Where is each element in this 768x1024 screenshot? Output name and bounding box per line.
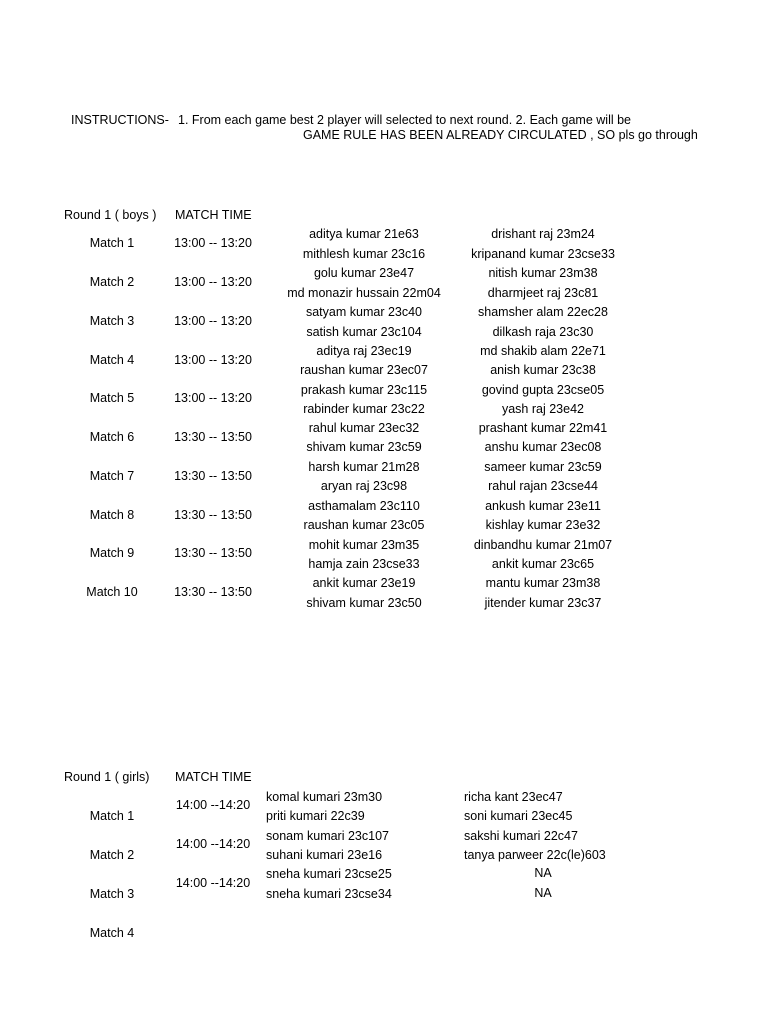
player-cell: drishant raj 23m24: [491, 227, 595, 241]
player-cell: jitender kumar 23c37: [484, 596, 602, 610]
player-cell: nitish kumar 23m38: [488, 266, 598, 280]
player-cell: rahul rajan 23cse44: [488, 479, 598, 493]
match-label: Match 2: [89, 275, 135, 289]
player-cell: prakash kumar 23c115: [300, 383, 428, 397]
player-cell: satyam kumar 23c40: [305, 305, 423, 319]
player-cell: dharmjeet raj 23c81: [487, 286, 599, 300]
player-cell: prashant kumar 22m41: [478, 421, 608, 435]
girls-round-header: Round 1 ( girls): [64, 770, 150, 784]
player-cell: raushan kumar 23c05: [303, 518, 425, 532]
player-cell: mohit kumar 23m35: [308, 538, 420, 552]
player-cell: richa kant 23ec47: [464, 790, 563, 804]
match-label: Match 8: [89, 508, 135, 522]
player-cell: kripanand kumar 23cse33: [471, 247, 615, 261]
player-cell: mithlesh kumar 23c16: [302, 247, 426, 261]
match-time: 13:00 -- 13:20: [174, 353, 252, 367]
match-label: Match 5: [89, 391, 135, 405]
player-cell: govind gupta 23cse05: [481, 383, 605, 397]
player-cell: md shakib alam 22e71: [480, 344, 606, 358]
girls-match-time-header: MATCH TIME: [175, 770, 252, 784]
instructions-line-1: 1. From each game best 2 player will selected to next round. 2. Each game will be: [178, 113, 632, 127]
player-cell: rabinder kumar 23c22: [303, 402, 425, 416]
player-cell: mantu kumar 23m38: [485, 576, 601, 590]
player-cell: suhani kumari 23e16: [266, 848, 383, 862]
player-cell: ankit kumar 23c65: [491, 557, 595, 571]
player-cell: sakshi kumari 22c47: [464, 829, 578, 843]
match-label: Match 2: [89, 848, 135, 862]
instructions-line-2: GAME RULE HAS BEEN ALREADY CIRCULATED , SO pls go through: [303, 128, 698, 142]
player-cell: soni kumari 23ec45: [464, 809, 573, 823]
player-cell: aditya raj 23ec19: [316, 344, 412, 358]
match-label: Match 3: [89, 314, 135, 328]
player-cell: raushan kumar 23ec07: [300, 363, 428, 377]
player-cell: ankit kumar 23e19: [312, 576, 416, 590]
match-label: Match 10: [86, 585, 138, 599]
player-cell: sameer kumar 23c59: [484, 460, 602, 474]
player-cell: harsh kumar 21m28: [308, 460, 420, 474]
player-cell: shamsher alam 22ec28: [478, 305, 608, 319]
player-cell: shivam kumar 23c50: [306, 596, 422, 610]
player-cell: satish kumar 23c104: [306, 325, 422, 339]
player-cell: ankush kumar 23e11: [485, 499, 601, 513]
match-label: Match 7: [89, 469, 135, 483]
match-time: 13:30 -- 13:50: [174, 469, 252, 483]
player-cell: shivam kumar 23c59: [306, 440, 422, 454]
player-cell: tanya parweer 22c(le)603: [464, 848, 606, 862]
match-label: Match 3: [89, 887, 135, 901]
match-time: 13:00 -- 13:20: [174, 236, 252, 250]
match-label: Match 4: [89, 926, 135, 940]
match-label: Match 9: [89, 546, 135, 560]
match-time: 14:00 --14:20: [175, 837, 251, 851]
player-cell: dilkash raja 23c30: [492, 325, 594, 339]
player-cell: komal kumari 23m30: [266, 790, 383, 804]
match-label: Match 4: [89, 353, 135, 367]
player-cell: anish kumar 23c38: [490, 363, 596, 377]
player-cell: hamja zain 23cse33: [308, 557, 420, 571]
instructions-label: INSTRUCTIONS-: [71, 113, 169, 127]
match-time: 13:30 -- 13:50: [174, 546, 252, 560]
player-cell: asthamalam 23c110: [308, 499, 420, 513]
player-cell: aryan raj 23c98: [320, 479, 408, 493]
player-cell: dinbandhu kumar 21m07: [473, 538, 613, 552]
player-cell: md monazir hussain 22m04: [287, 286, 441, 300]
match-time: 13:30 -- 13:50: [174, 508, 252, 522]
player-cell: aditya kumar 21e63: [309, 227, 419, 241]
player-cell: sneha kumari 23cse34: [266, 887, 392, 901]
match-time: 13:30 -- 13:50: [174, 585, 252, 599]
boys-round-header: Round 1 ( boys ): [64, 208, 157, 222]
player-cell: golu kumar 23e47: [313, 266, 415, 280]
match-time: 14:00 --14:20: [175, 876, 251, 890]
player-cell: rahul kumar 23ec32: [308, 421, 420, 435]
player-cell: NA: [534, 866, 552, 880]
match-time: 13:00 -- 13:20: [174, 275, 252, 289]
match-label: Match 1: [89, 809, 135, 823]
match-time: 13:30 -- 13:50: [174, 430, 252, 444]
match-label: Match 6: [89, 430, 135, 444]
boys-match-time-header: MATCH TIME: [175, 208, 252, 222]
player-cell: yash raj 23e42: [501, 402, 584, 416]
match-time: 13:00 -- 13:20: [174, 314, 252, 328]
match-time: 14:00 --14:20: [175, 798, 251, 812]
player-cell: anshu kumar 23ec08: [484, 440, 602, 454]
player-cell: NA: [534, 886, 552, 900]
player-cell: sneha kumari 23cse25: [266, 867, 392, 881]
player-cell: sonam kumari 23c107: [266, 829, 389, 843]
player-cell: priti kumari 22c39: [266, 809, 365, 823]
match-time: 13:00 -- 13:20: [174, 391, 252, 405]
player-cell: kishlay kumar 23e32: [485, 518, 601, 532]
match-label: Match 1: [89, 236, 135, 250]
